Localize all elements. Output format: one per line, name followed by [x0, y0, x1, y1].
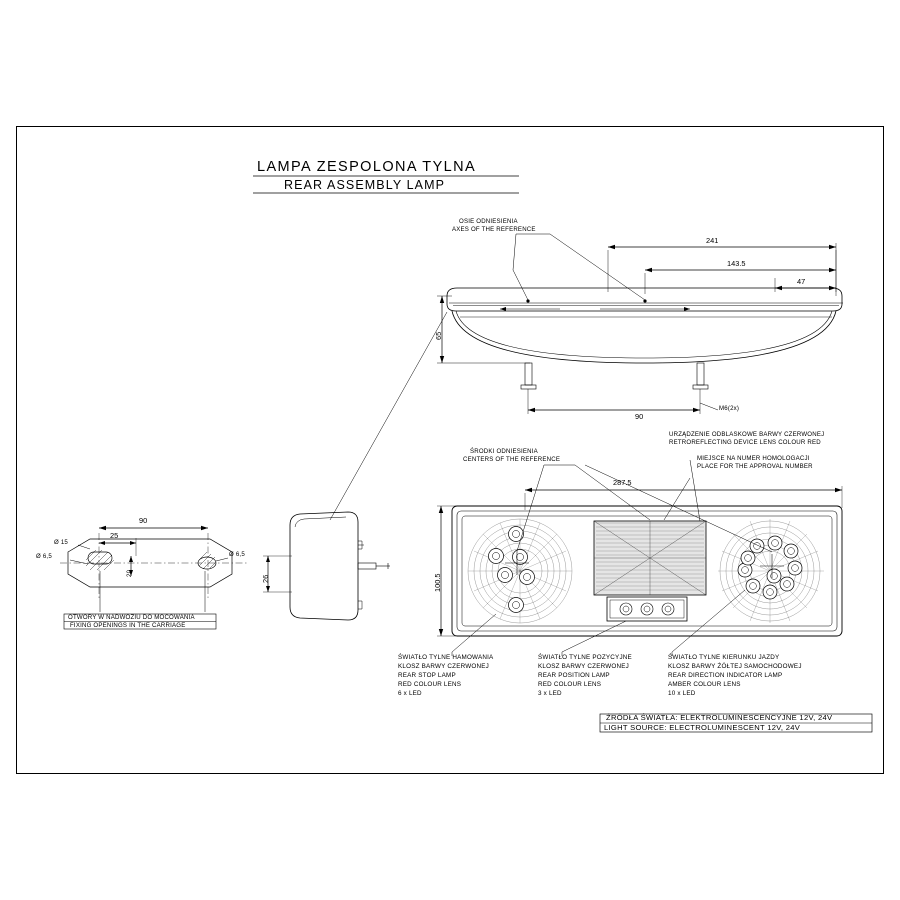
legend-0-leds: 6 x LED: [398, 690, 422, 697]
callout-centers-en: CENTERS OF THE REFERENCE: [463, 456, 561, 463]
callout-centers-pl: ŚRODKI ODNIESIENIA: [470, 448, 538, 455]
dim-stud-thread: M6(2x): [719, 405, 740, 412]
legend-0-lens-pl: KLOSZ BARWY CZERWONEJ: [398, 663, 489, 670]
legend-2-name-en: REAR DIRECTION INDICATOR LAMP: [668, 672, 783, 679]
legend-1-name-pl: ŚWIATŁO TYLNE POZYCYJNE: [538, 654, 632, 661]
legend-1-leds: 3 x LED: [538, 690, 562, 697]
callout-retro-pl: URZĄDZENIE ODBLASKOWE BARWY CZERWONEJ: [669, 431, 825, 438]
legend-2-leds: 10 x LED: [668, 690, 696, 697]
legend-2-name-pl: ŚWIATŁO TYLNE KIERUNKU JAZDY: [668, 654, 780, 661]
dim-side-height: 65: [434, 331, 443, 340]
dim-side-total: 241: [706, 236, 719, 245]
legend-0-name-en: REAR STOP LAMP: [398, 672, 456, 679]
dim-side-mid: 143.5: [727, 259, 746, 268]
dim-hole-vert: 20: [126, 569, 133, 577]
legend-1-lens-en: RED COLOUR LENS: [538, 681, 602, 688]
callout-fixing-en: FIXING OPENINGS IN THE CARRIAGE: [70, 622, 186, 629]
dim-holes-span: 90: [139, 516, 148, 525]
dim-hole-small-right: Ø 6,5: [229, 551, 245, 558]
light-source-en: LIGHT SOURCE: ELECTROLUMINESCENT 12V, 24V: [604, 723, 801, 732]
dim-front-height: 100.5: [433, 573, 442, 592]
legend-2-lens-en: AMBER COLOUR LENS: [668, 681, 741, 688]
dim-holes-offset: 25: [110, 531, 119, 540]
callout-retro-en: RETROREFLECTING DEVICE LENS COLOUR RED: [669, 439, 821, 446]
dim-hole-small-left: Ø 6,5: [36, 553, 52, 560]
legend-1-name-en: REAR POSITION LAMP: [538, 672, 610, 679]
dim-stud-spacing: 90: [635, 412, 644, 421]
light-source-pl: ŹRÓDŁA ŚWIATŁA: ELEKTROLUMINESCENCYJNE 12V, 24V: [606, 713, 833, 722]
legend-2-lens-pl: KLOSZ BARWY ŻÓŁTEJ SAMOCHODOWEJ: [668, 663, 802, 670]
dim-front-width: 287.5: [613, 478, 632, 487]
callout-fixing-pl: OTWORY W NADWOZIU DO MOCOWANIA: [68, 614, 195, 621]
legend-0-lens-en: RED COLOUR LENS: [398, 681, 462, 688]
callout-approval-en: PLACE FOR THE APPROVAL NUMBER: [697, 463, 813, 470]
drawing-title-pl: LAMPA ZESPOLONA TYLNA: [257, 159, 477, 175]
callout-axes-en: AXES OF THE REFERENCE: [452, 226, 536, 233]
dim-hole-slot: Ø 15: [54, 539, 69, 546]
drawing-title-en: REAR ASSEMBLY LAMP: [284, 178, 446, 192]
callout-axes-pl: OSIE ODNIESIENIA: [459, 218, 518, 225]
dim-side-small: 47: [797, 277, 806, 286]
callout-approval-pl: MIEJSCE NA NUMER HOMOLOGACJI: [697, 455, 810, 462]
legend-0-name-pl: ŚWIATŁO TYLNE HAMOWANIA: [398, 654, 494, 661]
legend-1-lens-pl: KLOSZ BARWY CZERWONEJ: [538, 663, 629, 670]
dim-profile-depth: 26: [261, 574, 270, 583]
